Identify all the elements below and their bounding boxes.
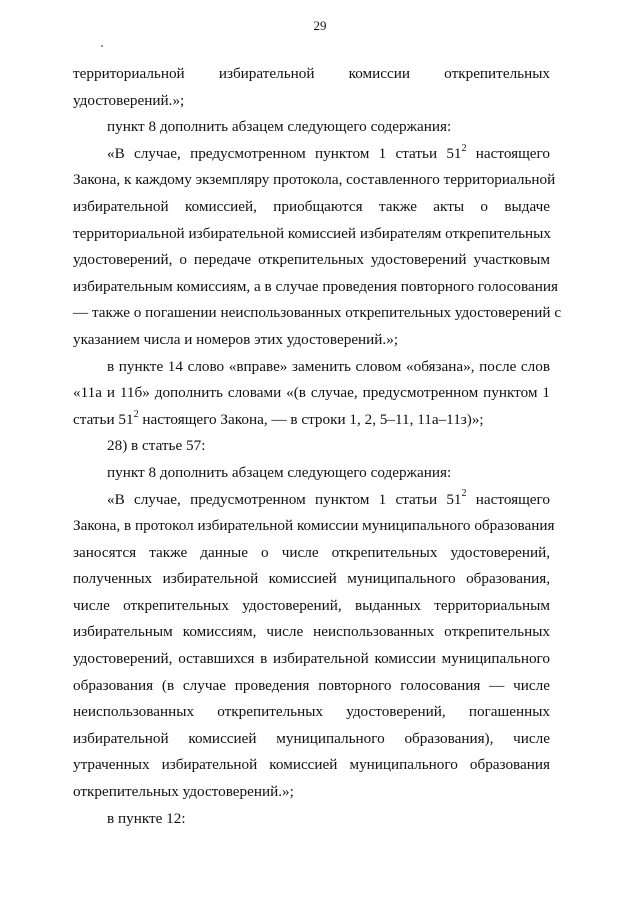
- text-line: [73, 194, 550, 221]
- text-line: [73, 806, 550, 833]
- superscript: 2: [133, 408, 139, 420]
- text-line: [73, 752, 550, 779]
- line-text: в пункте 12:: [107, 809, 186, 827]
- line-text: «11а и 11б» дополнить словами «(в случае, предусмотренном пунктом 1: [73, 384, 550, 402]
- line-text: избирательным комиссиям, числе неиспользованных открепительных: [73, 623, 550, 641]
- text-line: [73, 699, 550, 726]
- superscript: 2: [461, 142, 467, 154]
- line-text: числе открепительных удостоверений, выданных территориальным: [73, 596, 550, 614]
- line-text: — также о погашении неиспользованных открепительных удостоверений с: [73, 304, 562, 322]
- line-text: открепительных удостоверений.»;: [73, 783, 294, 801]
- line-text: образования (в случае проведения повторного голосования — числе: [73, 676, 550, 694]
- line-text: неиспользованных открепительных удостоверений, погашенных: [73, 703, 550, 721]
- scan-speck: [101, 45, 103, 47]
- line-text: в пункте 14 слово «вправе» заменить словом «обязана», после слов: [107, 357, 550, 375]
- text-line: [73, 619, 550, 646]
- text-line: [73, 167, 556, 194]
- text-line: [73, 407, 550, 434]
- text-line: [73, 221, 550, 248]
- text-line: [73, 487, 550, 514]
- line-text: пункт 8 дополнить абзацем следующего содержания:: [107, 118, 452, 136]
- line-text: настоящего: [466, 144, 550, 162]
- line-text: утраченных избирательной комиссией муниципального образования: [73, 756, 550, 774]
- text-line: [73, 513, 555, 540]
- line-text: заносятся также данные о числе открепительных удостоверений,: [73, 543, 550, 561]
- page-number: 29: [313, 18, 327, 33]
- text-line: [73, 247, 550, 274]
- line-text: настоящего Закона, — в строки 1, 2, 5–11, 11а–11з)»;: [138, 410, 484, 428]
- line-text: указанием числа и номеров этих удостоверений.»;: [73, 330, 399, 348]
- text-line: [73, 779, 550, 806]
- line-text: 28) в статье 57:: [107, 437, 206, 455]
- text-line: [73, 380, 550, 407]
- document-body: [73, 61, 562, 832]
- text-line: [73, 114, 550, 141]
- line-text: избирательной комиссией, приобщаются также акты о выдаче: [73, 197, 550, 215]
- text-line: [73, 566, 550, 593]
- line-text: удостоверений.»;: [73, 91, 185, 109]
- line-text: Закона, в протокол избирательной комиссии муниципального образования: [73, 517, 555, 535]
- line-text: пункт 8 дополнить абзацем следующего содержания:: [107, 463, 452, 481]
- text-line: [73, 460, 550, 487]
- text-line: [73, 61, 550, 88]
- text-line: [73, 354, 550, 381]
- line-text: полученных избирательной комиссией муниципального образования,: [73, 570, 550, 588]
- text-line: [73, 274, 558, 301]
- text-line: [73, 540, 550, 567]
- line-text: территориальной избирательной комиссии открепительных: [73, 65, 550, 82]
- text-line: [73, 327, 550, 354]
- line-text: «В случае, предусмотренном пунктом 1 статьи 51: [107, 144, 462, 162]
- line-text: удостоверений, оставшихся в избирательной комиссии муниципального: [73, 650, 550, 668]
- superscript: 2: [461, 488, 467, 500]
- text-line: [73, 673, 550, 700]
- line-text: Закона, к каждому экземпляру протокола, составленного территориальной: [73, 171, 556, 189]
- line-text: статьи 51: [73, 410, 134, 428]
- line-text: «В случае, предусмотренном пунктом 1 статьи 51: [107, 490, 462, 508]
- line-text: удостоверений, о передаче открепительных удостоверений участковым: [73, 251, 550, 269]
- text-line: [73, 300, 562, 327]
- text-line: [73, 88, 550, 115]
- text-line: [73, 141, 550, 168]
- text-line: [73, 646, 550, 673]
- text-line: [73, 593, 550, 620]
- line-text: территориальной избирательной комиссией избирателям открепительных: [73, 224, 551, 242]
- line-text: избирательной комиссией муниципального образования), числе: [73, 729, 550, 747]
- line-text: избирательным комиссиям, а в случае проведения повторного голосования: [73, 277, 558, 295]
- line-text: настоящего: [466, 490, 550, 508]
- text-line: [73, 433, 550, 460]
- text-line: [73, 726, 550, 753]
